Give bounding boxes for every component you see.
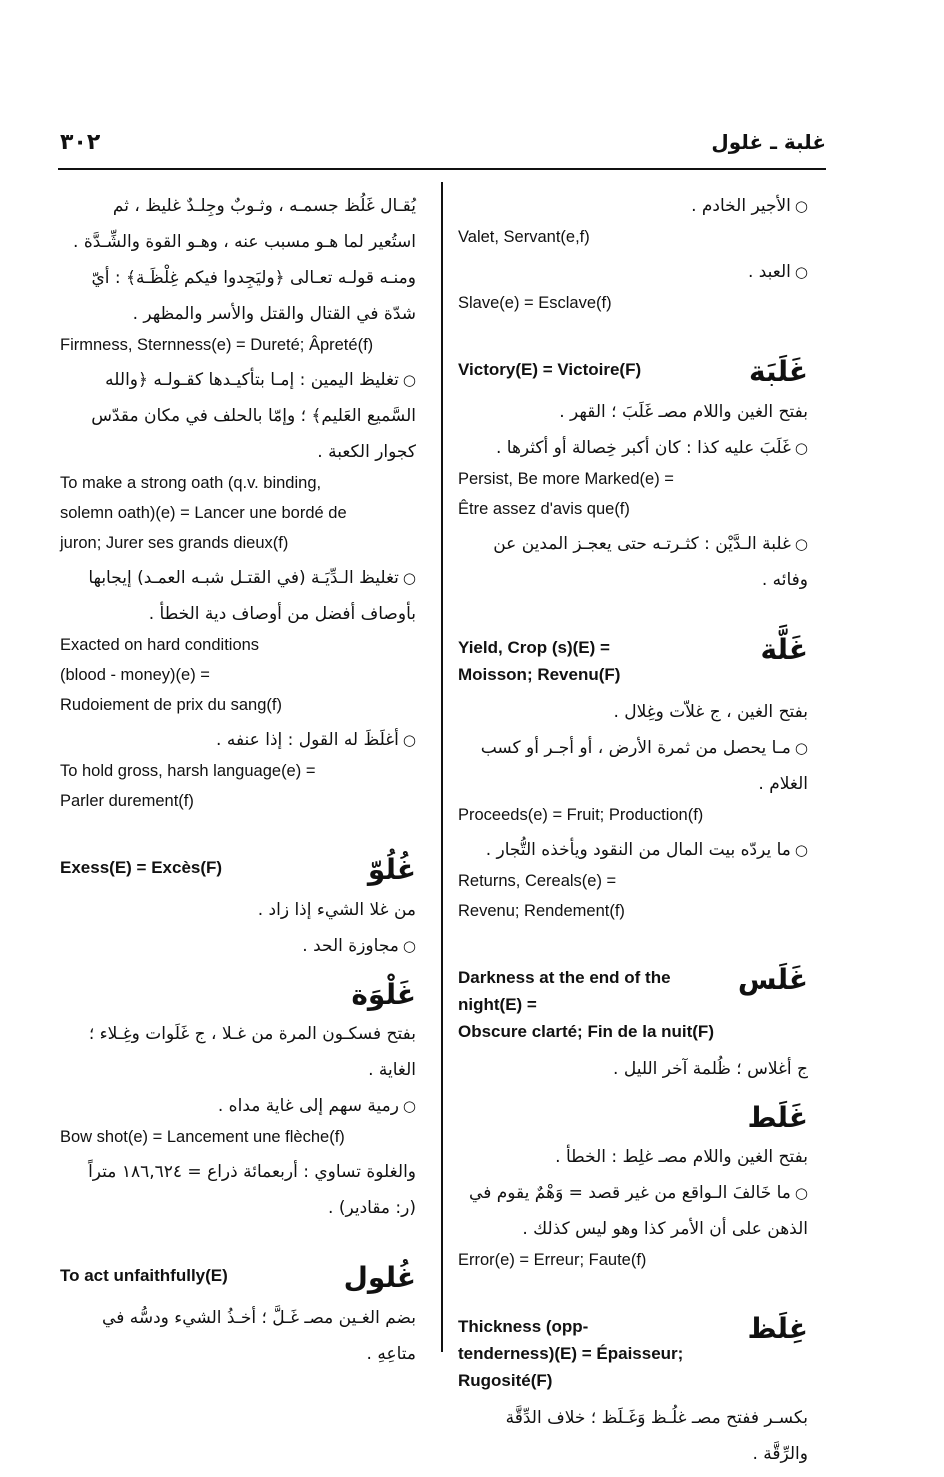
- arabic-text: ما خَالفَ الـواقع من غير قصد = وَهْمٌ يقوم في: [469, 1183, 791, 1203]
- arabic-text: من غلا الشيء إذا زاد .: [257, 900, 416, 920]
- arabic-text: بفتح الغين واللام مصـ غلِط : الخطأ .: [555, 1147, 808, 1167]
- arabic-definition-line: [60, 1154, 416, 1190]
- arabic-text: بكسـر ففتح مصـ غلُـظ وَغَـلَظ ؛ خلاف الدِّقَّة: [505, 1408, 808, 1428]
- bullet-circle-icon: ○: [794, 197, 808, 215]
- bullet-circle-icon: ○: [402, 569, 416, 587]
- entry-headword-row: [60, 1262, 416, 1294]
- translation-line: To make a strong oath (q.v. binding,: [60, 474, 322, 492]
- arabic-definition-line: [60, 188, 416, 224]
- headword-translation: Thickness (opp- tenderness)(E) = Épaisseur; Rugosité(F): [458, 1317, 684, 1390]
- bullet-circle-icon: ○: [794, 841, 808, 859]
- translation-line: To hold gross, harsh language(e) =: [60, 762, 316, 780]
- arabic-definition-line: [60, 1016, 416, 1052]
- entry-gap: [458, 598, 808, 612]
- bullet-circle-icon: ○: [794, 535, 808, 553]
- entry-headword-row: [458, 634, 808, 688]
- arabic-text: ج أغلاس ؛ ظُلمة آخر الليل .: [613, 1059, 808, 1079]
- arabic-definition-line: [458, 1051, 808, 1087]
- arabic-text: مجاوزة الحد .: [302, 936, 399, 956]
- arabic-text: الأجير الخادم .: [691, 196, 791, 216]
- arabic-text: مـا يحصل من ثمرة الأرض ، أو أجـر أو كسب: [480, 738, 791, 758]
- translation-line: Firmness, Sternness(e) = Dureté; Âpreté(f): [60, 336, 374, 354]
- arabic-text: استُعير لما هـو مسبب عنه ، وهـو القوة والشِّـدَّة .: [73, 232, 416, 252]
- arabic-text: بفتح فسكـون المرة من غـلا ، ج غَلَوات وغِـلاء ؛: [88, 1024, 416, 1044]
- headword-arabic: غُلُوّ: [367, 853, 416, 886]
- entry-gap: [60, 1226, 416, 1240]
- arabic-definition-line: [458, 526, 808, 562]
- arabic-definition-line: [60, 560, 416, 596]
- arabic-text: العبد .: [747, 262, 791, 282]
- translation-line: Valet, Servant(e,f): [458, 228, 590, 246]
- arabic-text: كجوار الكعبة .: [317, 442, 416, 462]
- headword-arabic: غَلْوَة: [351, 978, 416, 1011]
- arabic-definition-line: [60, 1336, 416, 1372]
- arabic-definition-line: [60, 362, 416, 398]
- arabic-text: الذهن على أن الأمر كذا وهو ليس كذلك .: [522, 1219, 808, 1239]
- arabic-text: يُقـال غَلُظ جسمـه ، وثـوبٌ وجِلـدٌ غليظ ، ثم: [112, 196, 416, 216]
- bullet-circle-icon: ○: [402, 1097, 416, 1115]
- translation-line: juron; Jurer ses grands dieux(f): [60, 534, 289, 552]
- arabic-definition-line: [60, 892, 416, 928]
- arabic-text: أغلَظَ له القول : إذا عنفه .: [216, 730, 399, 750]
- translation-line: (blood - money)(e) =: [60, 666, 210, 684]
- arabic-definition-line: [458, 394, 808, 430]
- translation-line: Parler durement(f): [60, 792, 194, 810]
- bullet-circle-icon: ○: [402, 937, 416, 955]
- arabic-definition-line: [458, 1400, 808, 1436]
- arabic-text: وفائه .: [761, 570, 808, 590]
- arabic-definition-line: [60, 596, 416, 632]
- arabic-definition-line: [458, 832, 808, 868]
- arabic-text: والرِّقَّة .: [752, 1444, 808, 1464]
- headword-arabic: غَلَبَة: [749, 355, 808, 388]
- right-column: [458, 188, 808, 1472]
- translation-line: solemn oath)(e) = Lancer une bordé de: [60, 504, 347, 522]
- entry-gap: [458, 1277, 808, 1291]
- arabic-text: تغليظ الـدِّيَـة (في القتـل شبـه العمـد) إيجابها: [88, 568, 399, 588]
- arabic-text: بأوصاف أفضل من أوصاف دية الخطأ .: [148, 604, 416, 624]
- bullet-circle-icon: ○: [794, 1184, 808, 1202]
- arabic-text: رمية سهم إلى غاية مداه .: [217, 1096, 399, 1116]
- translation-line: Bow shot(e) = Lancement une flèche(f): [60, 1128, 345, 1146]
- headword-translation: Darkness at the end of the night(E) = Obscure clarté; Fin de la nuit(F): [458, 968, 714, 1041]
- entry-headword-row: [458, 1313, 808, 1394]
- entry-headword-row: [458, 356, 808, 388]
- translation-line: Être assez d'avis que(f): [458, 500, 630, 518]
- arabic-definition-line: [458, 1139, 808, 1175]
- arabic-definition-line: [60, 296, 416, 332]
- arabic-definition-line: [458, 430, 808, 466]
- arabic-text: الغاية .: [368, 1060, 416, 1080]
- entry-gap: [458, 320, 808, 334]
- arabic-text: غلبة الـدَّيْن : كثـرتـه حتى يعجـز المدين عن: [493, 534, 791, 554]
- arabic-definition-line: [60, 260, 416, 296]
- header-rule: [58, 168, 826, 170]
- arabic-definition-line: [458, 730, 808, 766]
- headword-arabic: غُلول: [343, 1261, 416, 1294]
- translation-line: Slave(e) = Esclave(f): [458, 294, 612, 312]
- bullet-circle-icon: ○: [402, 731, 416, 749]
- headword-arabic: غَلَط: [747, 1101, 808, 1134]
- headword-arabic: غَلَّة: [760, 633, 808, 666]
- arabic-text: والغلوة تساوي : أربعمائة ذراع = ١٨٦,٦٢٤ متراً: [88, 1162, 416, 1182]
- arabic-text: بفتح الغين واللام مصـ غَلَبَ ؛ القهر .: [559, 402, 808, 422]
- headword-arabic: غِلَظ: [747, 1312, 808, 1345]
- headword-translation: Exess(E) = Excès(F): [60, 858, 223, 877]
- translation-line: Returns, Cereals(e) =: [458, 872, 617, 890]
- arabic-definition-line: [60, 434, 416, 470]
- bullet-circle-icon: ○: [794, 439, 808, 457]
- arabic-definition-line: [458, 766, 808, 802]
- entry-gap: [60, 818, 416, 832]
- headword-translation: To act unfaithfully(E): [60, 1266, 228, 1285]
- headword-translation: Yield, Crop (s)(E) = Moisson; Revenu(F): [458, 638, 621, 684]
- column-divider: [441, 182, 443, 1352]
- left-column: [60, 188, 416, 1372]
- arabic-text: بضم الغـين مصـ غَـلَّ ؛ أخـذُ الشيء ودسُّه في: [102, 1308, 416, 1328]
- entry-headword-row: [458, 964, 808, 1045]
- translation-line: Exacted on hard conditions: [60, 636, 260, 654]
- arabic-text: تغليظ اليمين : إمـا بتأكيـدها كقـولـه ﴿والله: [105, 370, 399, 390]
- translation-line: Rudoiement de prix du sang(f): [60, 696, 282, 714]
- headword-translation: Victory(E) = Victoire(F): [458, 360, 642, 379]
- translation-line: Error(e) = Erreur; Faute(f): [458, 1251, 647, 1269]
- bullet-circle-icon: ○: [794, 263, 808, 281]
- arabic-definition-line: [60, 224, 416, 260]
- arabic-text: متاعِهِ .: [366, 1344, 416, 1364]
- arabic-definition-line: [458, 562, 808, 598]
- arabic-definition-line: [458, 1436, 808, 1472]
- bullet-circle-icon: ○: [402, 371, 416, 389]
- arabic-definition-line: [458, 694, 808, 730]
- arabic-definition-line: [60, 722, 416, 758]
- entry-gap: [458, 928, 808, 942]
- arabic-text: بفتح الغين ، ج غلاّت وغِلال .: [613, 702, 808, 722]
- arabic-definition-line: [458, 254, 808, 290]
- arabic-definition-line: [60, 1190, 416, 1226]
- arabic-definition-line: [60, 398, 416, 434]
- arabic-definition-line: [60, 1300, 416, 1336]
- arabic-definition-line: [60, 1088, 416, 1124]
- arabic-definition-line: [60, 1052, 416, 1088]
- translation-line: Proceeds(e) = Fruit; Production(f): [458, 806, 704, 824]
- page-number: ٣٠٢: [60, 130, 101, 155]
- arabic-text: (ر: مقادير) .: [328, 1198, 416, 1218]
- arabic-definition-line: [458, 1175, 808, 1211]
- arabic-definition-line: [458, 1211, 808, 1247]
- arabic-text: الغلام .: [758, 774, 808, 794]
- headword-arabic: غَلَس: [737, 963, 808, 996]
- arabic-text: غَلَبَ عليه كذا : كان أكبر خِصالة أو أكثرها .: [495, 438, 791, 458]
- arabic-text: ومنـه قولـه تعـالى ﴿وليَجِدوا فيكم غِلْظَـة﴾ : أيّ: [91, 268, 416, 288]
- arabic-text: السَّميع العَليم﴾ ؛ وإمّا بالحلف في مكان مقدّس: [91, 406, 416, 426]
- translation-line: Revenu; Rendement(f): [458, 902, 625, 920]
- arabic-definition-line: [458, 188, 808, 224]
- translation-line: Persist, Be more Marked(e) =: [458, 470, 674, 488]
- arabic-text: شدّة في القتال والقتل والأسر والمظهر .: [132, 304, 416, 324]
- entry-headword-row: [60, 854, 416, 886]
- bullet-circle-icon: ○: [794, 739, 808, 757]
- running-head: غلبة ـ غلول: [711, 130, 826, 154]
- arabic-definition-line: [60, 928, 416, 964]
- arabic-text: ما يردّه بيت المال من النقود ويأخذه التُّجار .: [485, 840, 791, 860]
